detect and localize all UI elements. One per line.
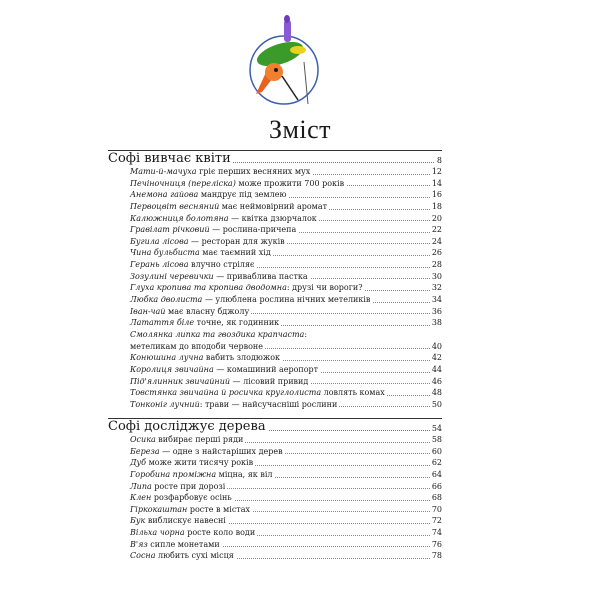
entry-species: Латаття біле	[130, 318, 195, 328]
entry-description: любить сухі місця	[155, 551, 234, 561]
entry-description: вибирає перші ряди	[155, 435, 244, 444]
entry-page-number: 44	[431, 364, 442, 374]
entry-species: Королиця звичайна	[130, 364, 214, 374]
entry-species: Гравілат річковий	[130, 225, 210, 235]
entry-description: точне, як годинник	[194, 318, 280, 328]
entry-description: — квітка дзюрчалок	[228, 213, 317, 223]
entry-page-number: 24	[431, 236, 442, 246]
entry-species: Смолянка липка та гвоздика крапчаста	[130, 329, 305, 339]
entry-page-number: 34	[431, 295, 442, 305]
toc-entry[interactable]	[130, 457, 442, 469]
toc-entry[interactable]	[130, 387, 442, 399]
entry-page-number: 72	[431, 516, 442, 526]
entry-description: — лісовий привид	[230, 376, 309, 386]
entry-page-number: 12	[431, 167, 442, 176]
entry-page-number: 40	[431, 341, 442, 351]
toc-entries-trees	[108, 434, 442, 562]
entry-species: Горобина проміжна	[130, 469, 217, 479]
toc-entry[interactable]	[130, 504, 442, 516]
entry-description: виблискує навесні	[145, 516, 226, 526]
toc-entry[interactable]	[130, 376, 442, 388]
section-title: Софі вивчає квіти	[108, 151, 231, 166]
entry-description: — приваблива пастка	[213, 271, 308, 281]
page-title: Зміст	[268, 115, 332, 144]
toc-entry[interactable]	[130, 550, 442, 562]
lavender-sprig	[284, 20, 291, 42]
entry-page-number: 36	[431, 306, 442, 316]
entry-page-number: 32	[431, 283, 442, 293]
entry-species: Любка дволиста	[130, 295, 203, 305]
entry-description: — улюблена рослина нічних метеликів	[202, 295, 371, 305]
toc-entry[interactable]	[130, 306, 442, 318]
section-title: Софі досліджує дерева	[108, 419, 266, 434]
entry-species: Калюжниця болотяна	[130, 213, 229, 223]
entry-description: : друзі чи вороги?	[286, 283, 363, 293]
entry-description: росте в містах	[187, 504, 251, 514]
entry-species: Зозулині черевички	[130, 271, 214, 281]
entry-description: вабить злодюжок	[203, 353, 281, 363]
toc-entry[interactable]	[130, 329, 442, 341]
entry-description: — ресторан для жуків	[188, 236, 285, 246]
entry-page-number: 22	[431, 225, 442, 235]
entry-page-number: 18	[431, 201, 442, 211]
entry-species: Тонконіг лучний	[130, 399, 200, 409]
toc-entry[interactable]	[130, 515, 442, 527]
entry-description: ловлять комах	[321, 388, 385, 398]
entry-description: — рослина-причепа	[209, 225, 297, 235]
entry-page-number: 28	[431, 260, 442, 270]
entry-species: Конюшина лучна	[130, 353, 204, 363]
entry-species: Клен	[130, 493, 152, 503]
entry-description: : трави — найсучасніші рослини	[199, 399, 338, 409]
entry-description: — одне з найстаріших дерев	[159, 446, 283, 456]
toc-entry[interactable]	[130, 317, 442, 329]
entry-description: влучно стріляє	[188, 260, 255, 270]
toc-entry[interactable]	[130, 352, 442, 364]
entry-description: метеликам до вподоби червоне	[130, 341, 263, 351]
toc-entry[interactable]	[130, 271, 442, 283]
entry-species: Бук	[130, 516, 146, 526]
entry-species: Сосна	[130, 551, 156, 561]
entry-description: :	[304, 329, 308, 339]
entry-page-number: 48	[431, 388, 442, 398]
toc-entry[interactable]	[130, 294, 442, 306]
entry-species: Липа	[130, 481, 152, 491]
entry-page-number: 68	[431, 493, 442, 503]
toc-entry[interactable]	[130, 539, 442, 551]
entry-page-number: 14	[431, 178, 442, 188]
entry-page-number: 42	[431, 353, 442, 363]
entry-page-number: 70	[431, 504, 442, 514]
toc-entry[interactable]	[130, 189, 442, 201]
section-heading[interactable]	[108, 150, 442, 166]
section-heading[interactable]	[108, 418, 442, 434]
entry-page-number: 78	[431, 551, 442, 561]
entry-page-number: 50	[431, 399, 442, 409]
entry-page-number: 38	[431, 318, 442, 328]
entry-species: Чина бульбиста	[130, 248, 200, 258]
toc-section-flowers	[108, 150, 442, 410]
toc-entry[interactable]	[130, 481, 442, 493]
toc-section-trees	[108, 418, 442, 562]
entry-description: може прожити 700 років	[235, 178, 345, 188]
entry-species: Товстянка звичайна й росичка круглолиста	[130, 388, 322, 398]
toc-entry[interactable]	[130, 446, 442, 458]
toc-entry[interactable]	[130, 469, 442, 481]
toc-entry[interactable]	[130, 259, 442, 271]
entry-description: мандрує під землею	[198, 190, 287, 200]
toc-entry[interactable]	[130, 224, 442, 236]
entry-page-number: 26	[431, 248, 442, 258]
entry-species: Іван-чай	[130, 306, 166, 316]
entry-species: Осика	[130, 435, 156, 444]
entry-description: має таємний хід	[199, 248, 271, 258]
toc-entry[interactable]	[130, 201, 442, 213]
entry-species: Бугила лісова	[130, 236, 189, 246]
entry-description: росте коло води	[184, 528, 256, 538]
entry-description: сипле монетами	[147, 539, 220, 549]
toc-entry[interactable]	[130, 399, 442, 411]
entry-description: — комашиний аеропорт	[213, 364, 319, 374]
entry-species: Береза	[130, 446, 160, 456]
toc-entry[interactable]	[130, 527, 442, 539]
entry-description: росте при дорозі	[151, 481, 226, 491]
entry-species: Первоцвіт весняний	[130, 201, 220, 211]
entry-species: В'яз	[130, 539, 148, 549]
entry-page-number: 64	[431, 469, 442, 479]
entry-page-number: 76	[431, 539, 442, 549]
entry-page-number: 30	[431, 271, 442, 281]
entry-page-number: 46	[431, 376, 442, 386]
toc-entry[interactable]	[130, 166, 442, 178]
section-page: 54	[430, 421, 442, 436]
toc-entry[interactable]	[130, 236, 442, 248]
toc-entry[interactable]	[130, 178, 442, 190]
toc-entry[interactable]	[130, 247, 442, 259]
entry-species: Під'ялинник звичайний	[130, 376, 231, 386]
entry-description: розфарбовує осінь	[151, 493, 232, 503]
toc-entry[interactable]	[130, 492, 442, 504]
entry-page-number: 60	[431, 446, 442, 456]
entry-page-number: 62	[431, 458, 442, 468]
section-page: 8	[435, 153, 442, 168]
entry-description: може жити тисячу років	[146, 458, 254, 468]
entry-description: гріє перших весняних мух	[196, 167, 311, 176]
entry-page-number: 16	[431, 190, 442, 200]
toc-entry[interactable]	[130, 282, 442, 294]
entry-description: має неймовірний аромат	[219, 201, 328, 211]
entry-description: міцна, як віл	[216, 469, 273, 479]
entry-species: Мати-й-мачуха	[130, 167, 197, 176]
entry-species: Дуб	[130, 458, 147, 468]
entry-species: Глуха кропива та кропива дводомна	[130, 283, 287, 293]
toc-entry[interactable]	[130, 434, 442, 446]
toc-entry[interactable]	[130, 364, 442, 376]
book-mascot-logo	[246, 12, 326, 112]
entry-page-number: 66	[431, 481, 442, 491]
entry-species: Вільха чорна	[130, 528, 185, 538]
entry-species: Печіночниця (переліска)	[130, 178, 236, 188]
toc-entry[interactable]	[130, 213, 442, 225]
entry-species: Анемона гайова	[130, 190, 199, 200]
entry-species: Гіркокаштан	[130, 504, 188, 514]
entry-page-number: 58	[431, 435, 442, 444]
toc-entries-flowers	[108, 166, 442, 410]
entry-page-number: 20	[431, 213, 442, 223]
entry-page-number: 74	[431, 528, 442, 538]
entry-description: має власну бджолу	[165, 306, 250, 316]
entry-species: Герань лісова	[130, 260, 189, 270]
toc-entry[interactable]	[130, 341, 442, 353]
